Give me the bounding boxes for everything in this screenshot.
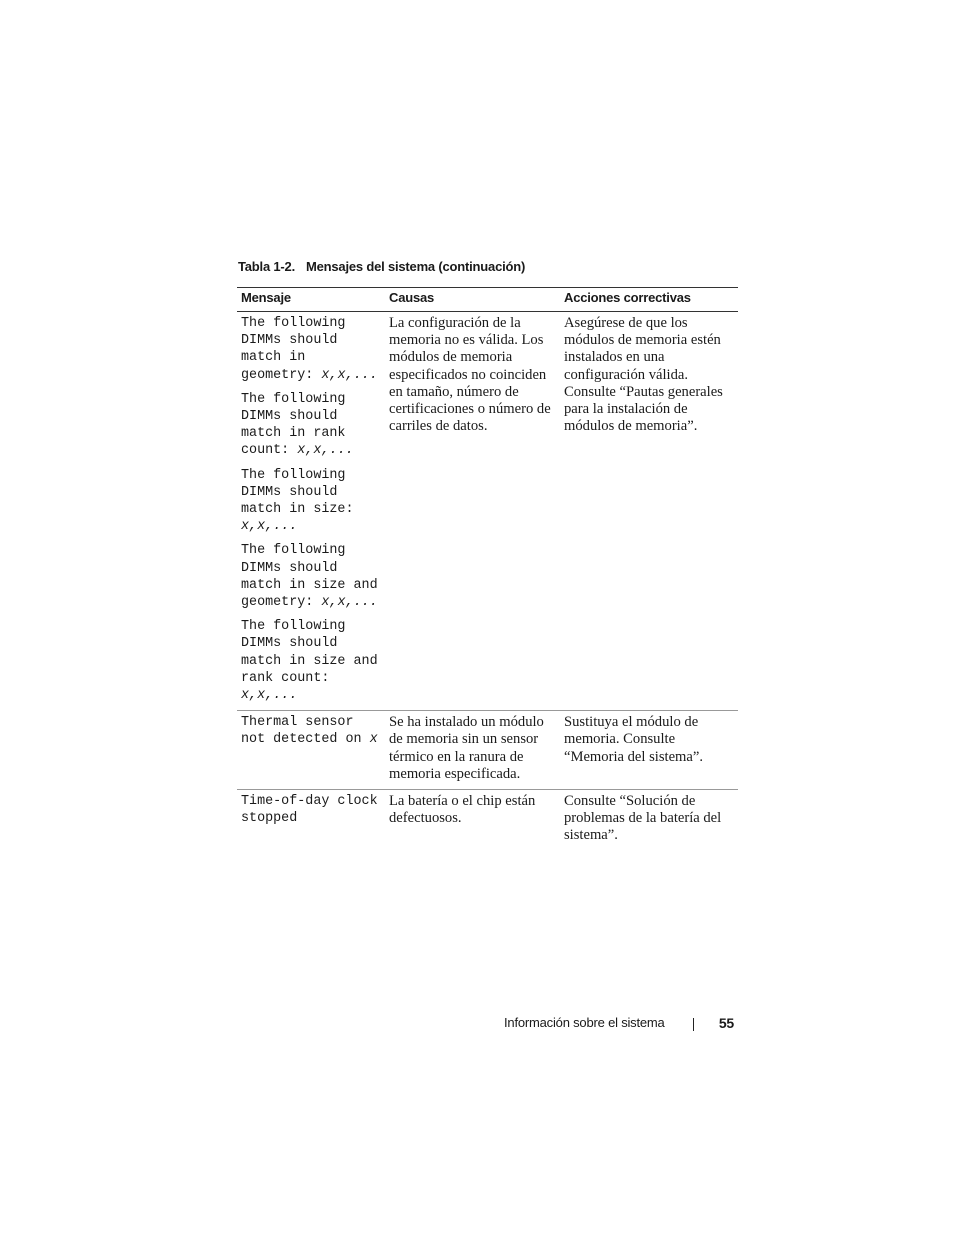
message-variable: x (369, 732, 378, 748)
message-text: Thermal sensor not detected on (241, 715, 362, 748)
system-messages-table (237, 287, 738, 851)
message-entry (241, 391, 381, 460)
message-text: The following DIMMs should match in rank count: (241, 391, 346, 459)
message-variable: x,x,... (321, 595, 378, 611)
action-cell: Sustituya el módulo de memoria. Consulte “Memoria del sistema”. (560, 711, 738, 790)
message-variable: x,x,... (297, 443, 354, 459)
footer-divider (693, 1018, 694, 1031)
header-causas: Causas (385, 288, 560, 312)
message-text: The following DIMMs should match in size: (241, 467, 354, 518)
message-entry (241, 467, 381, 536)
message-variable: x,x,... (241, 519, 298, 535)
table-row (237, 711, 738, 790)
header-mensaje: Mensaje (237, 288, 385, 312)
message-entry (241, 793, 381, 827)
message-cell (237, 711, 385, 790)
message-text: Time-of-day clock stopped (241, 794, 378, 827)
message-entry (241, 618, 381, 704)
message-entry (241, 714, 381, 748)
cause-cell: La batería o el chip están defectuosos. (389, 793, 536, 827)
cause-cell: Se ha instalado un módulo de memoria sin un sensor térmico en la ranura de memoria especificada. (385, 711, 560, 790)
message-text: The following DIMMs should match in size and geometry: (241, 543, 378, 611)
cause-cell: La configuración de la memoria no es válida. Los módulos de memoria especificados no coinciden en tamaño, número de certificaciones o número de carriles de datos. (385, 312, 560, 711)
table-title: Mensajes del sistema (continuación) (306, 259, 526, 274)
page-number: 55 (718, 1015, 734, 1031)
table-number: Tabla 1-2. (238, 259, 296, 274)
page-footer (504, 1015, 736, 1030)
message-entry (241, 315, 381, 384)
action-cell: Asegúrese de que los módulos de memoria estén instalados en una configuración válida. Consulte “Pautas generales para la instalación de módulos de memoria”. (560, 312, 738, 711)
table-row (237, 312, 738, 711)
footer-section-title: Información sobre el sistema (504, 1015, 665, 1030)
message-variable: x,x,... (321, 367, 378, 383)
message-entry (241, 542, 381, 611)
message-variable: x,x,... (241, 688, 298, 704)
message-cell (237, 790, 385, 851)
message-text: The following DIMMs should match in size and rank count: (241, 619, 378, 686)
table-caption (238, 259, 525, 274)
message-cell (237, 312, 385, 711)
action-cell: Consulte “Solución de problemas de la batería del sistema”. (564, 793, 722, 844)
header-acciones: Acciones correctivas (560, 288, 738, 312)
message-text: The following DIMMs should match in geometry: (241, 316, 346, 383)
table-header-row (237, 288, 738, 312)
table-row (237, 790, 738, 851)
